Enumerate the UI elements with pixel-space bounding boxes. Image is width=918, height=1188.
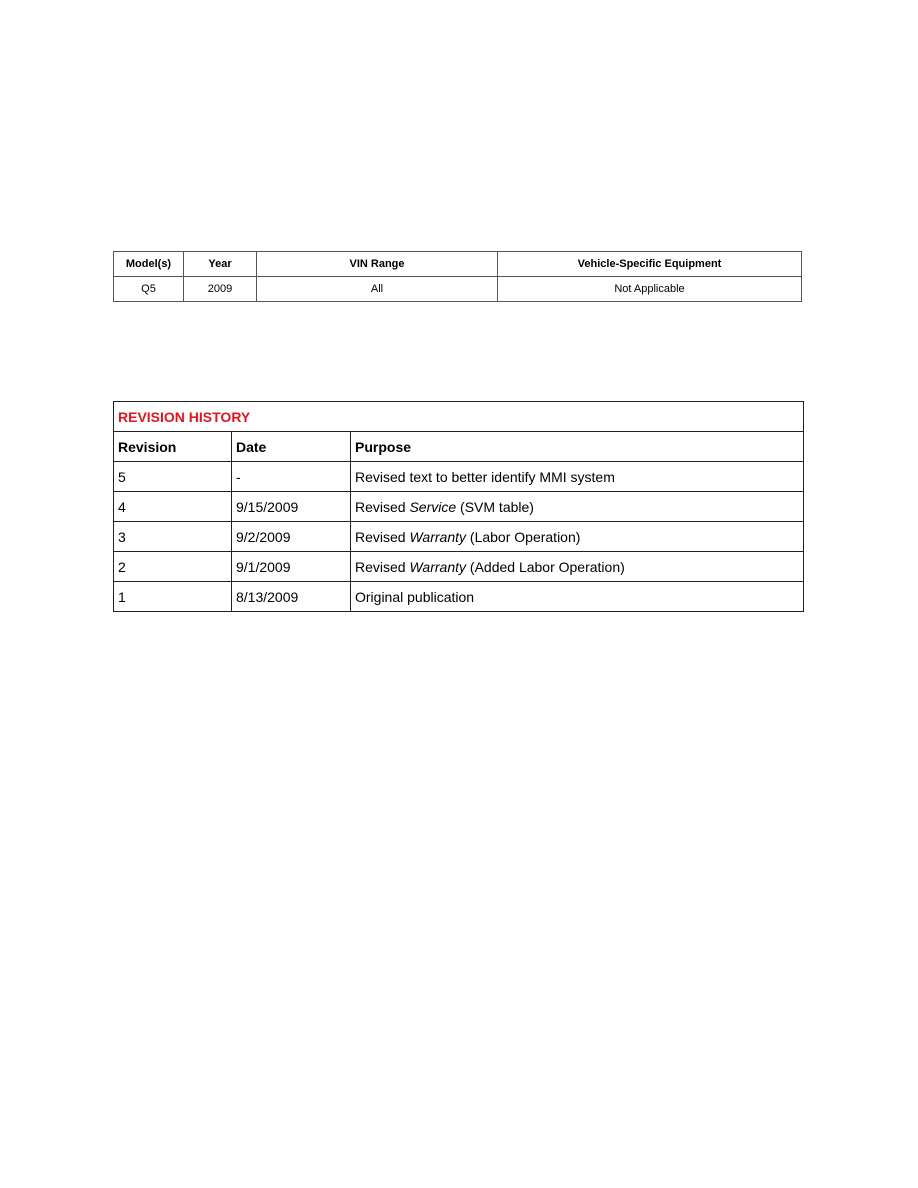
cell-purpose (351, 462, 804, 492)
header-date: Date (232, 432, 351, 462)
cell-purpose (351, 492, 804, 522)
purpose-italic-text: Warranty (409, 558, 467, 575)
cell-model: Q5 (114, 277, 184, 302)
cell-date: 8/13/2009 (232, 582, 351, 612)
table-row (114, 277, 802, 302)
header-models: Model(s) (114, 252, 184, 277)
table-row (114, 522, 804, 552)
table-row (114, 492, 804, 522)
cell-date: 9/1/2009 (232, 552, 351, 582)
applicability-table (113, 251, 802, 302)
purpose-text: Revised (355, 558, 410, 575)
revision-history-table (113, 401, 804, 612)
cell-revision: 5 (114, 462, 232, 492)
cell-vin-range: All (257, 277, 498, 302)
purpose-suffix-text: (Labor Operation) (466, 528, 581, 545)
header-purpose: Purpose (351, 432, 804, 462)
purpose-suffix-text: (Added Labor Operation) (466, 558, 625, 575)
cell-date: 9/15/2009 (232, 492, 351, 522)
cell-purpose (351, 582, 804, 612)
cell-revision: 4 (114, 492, 232, 522)
table-row (114, 552, 804, 582)
cell-revision: 1 (114, 582, 232, 612)
revision-header-row (114, 432, 804, 462)
applicability-header-row (114, 252, 802, 277)
cell-purpose (351, 522, 804, 552)
header-vin-range: VIN Range (257, 252, 498, 277)
revision-title-row (114, 402, 804, 432)
cell-year: 2009 (184, 277, 257, 302)
cell-revision: 2 (114, 552, 232, 582)
revision-history-title: REVISION HISTORY (114, 402, 804, 432)
cell-date: 9/2/2009 (232, 522, 351, 552)
cell-equipment: Not Applicable (498, 277, 802, 302)
header-revision: Revision (114, 432, 232, 462)
cell-revision: 3 (114, 522, 232, 552)
table-row (114, 582, 804, 612)
purpose-suffix-text: (SVM table) (456, 498, 534, 515)
purpose-italic-text: Warranty (409, 528, 467, 545)
purpose-text: Revised text to better identify MMI system (355, 468, 615, 485)
purpose-italic-text: Service (409, 498, 457, 515)
purpose-text: Revised (355, 498, 410, 515)
header-year: Year (184, 252, 257, 277)
cell-date: - (232, 462, 351, 492)
cell-purpose (351, 552, 804, 582)
purpose-text: Revised (355, 528, 410, 545)
purpose-text: Original publication (355, 588, 475, 605)
table-row (114, 462, 804, 492)
header-vehicle-specific-equipment: Vehicle-Specific Equipment (498, 252, 802, 277)
